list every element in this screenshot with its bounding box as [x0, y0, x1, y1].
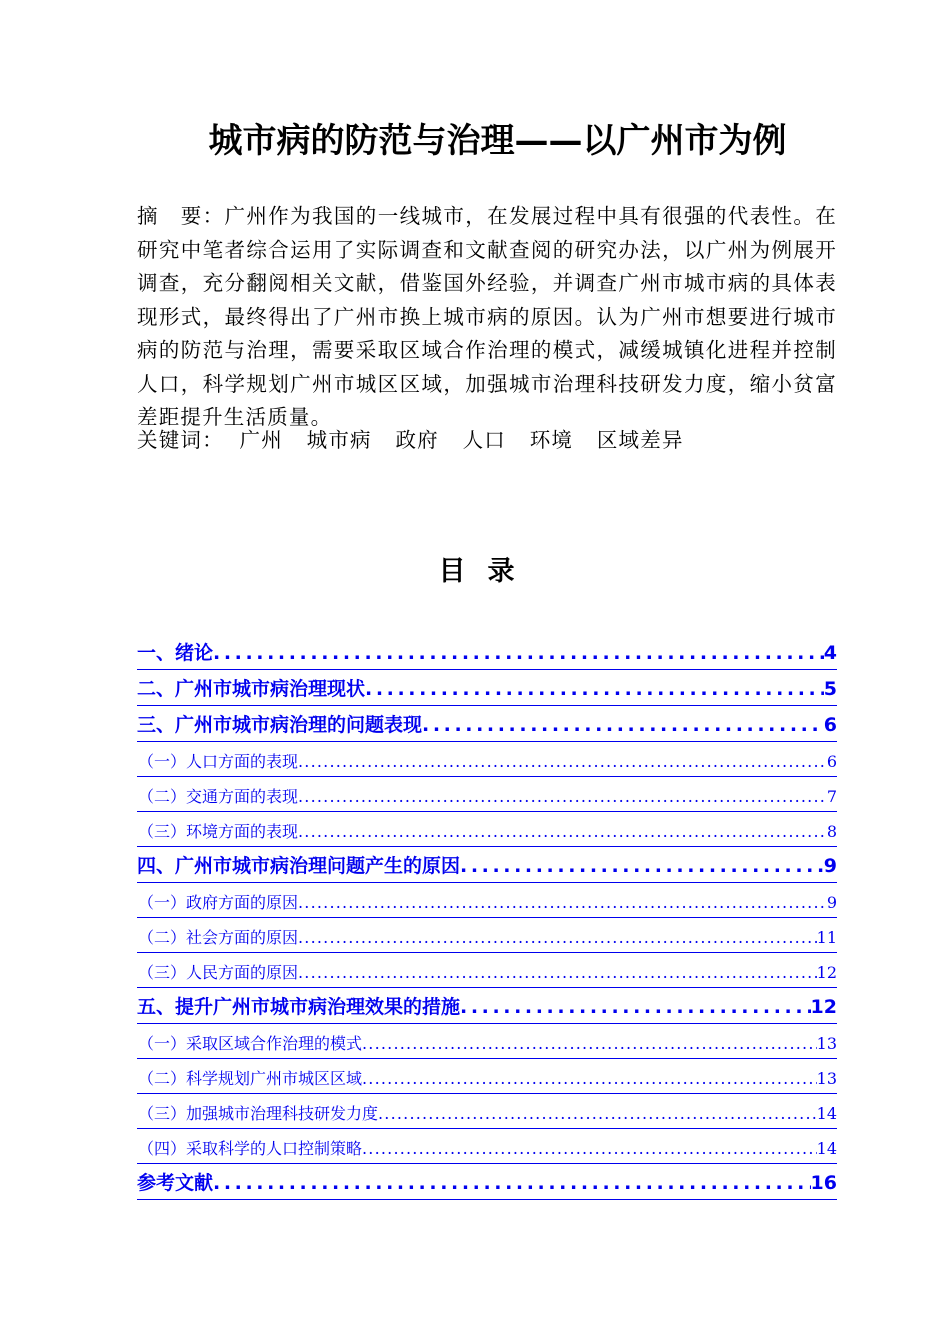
- toc-section-link[interactable]: [137, 1094, 837, 1129]
- toc-entry-title: （二）科学规划广州市城区区域: [138, 1069, 363, 1088]
- toc-section-link[interactable]: [137, 742, 837, 777]
- toc-entry-title: （三）环境方面的表现: [138, 822, 299, 841]
- toc-chapter-link[interactable]: [137, 1164, 837, 1200]
- keywords-label: 关键词：: [137, 428, 224, 452]
- toc-entry-title: （二）交通方面的表现: [138, 787, 299, 806]
- toc-chapter-link[interactable]: [137, 988, 837, 1024]
- toc-page-number: 9: [826, 893, 837, 912]
- toc-page-number: 5: [823, 678, 837, 700]
- toc-entry-title: （一）人口方面的表现: [138, 752, 299, 771]
- toc-leader-dots: [460, 994, 811, 1020]
- toc-entry-title: （四）采取科学的人口控制策略: [138, 1139, 363, 1158]
- toc-entry-title: 五、提升广州市城市病治理效果的措施: [137, 996, 461, 1018]
- document-title: 城市病的防范与治理——以广州市为例: [208, 121, 787, 161]
- toc-entry-title: （三）人民方面的原因: [138, 963, 299, 982]
- toc-page-number: 12: [810, 996, 837, 1018]
- toc-page-number: 14: [816, 1104, 837, 1123]
- toc-leader-dots: [362, 1138, 817, 1160]
- toc-entry-title: 四、广州市城市病治理问题产生的原因: [137, 855, 461, 877]
- keywords: [137, 424, 857, 457]
- toc-section-link[interactable]: [137, 777, 837, 812]
- toc-title: 目录: [438, 556, 537, 587]
- toc-entry-title: （一）政府方面的原因: [138, 893, 299, 912]
- toc-page-number: 8: [826, 822, 837, 841]
- keyword: 人口: [462, 428, 507, 452]
- toc-page-number: 12: [816, 963, 837, 982]
- toc-entry-title: 参考文献: [137, 1172, 214, 1194]
- keyword: 区域差异: [596, 428, 684, 452]
- toc-page-number: 9: [823, 855, 837, 877]
- toc-page-number: 14: [816, 1139, 837, 1158]
- keyword: 政府: [395, 428, 439, 452]
- toc-leader-dots: [362, 1033, 817, 1055]
- table-of-contents: [137, 634, 837, 1200]
- toc-leader-dots: [213, 640, 824, 666]
- toc-page-number: 6: [826, 752, 837, 771]
- toc-section-link[interactable]: [137, 953, 837, 988]
- toc-leader-dots: [298, 751, 827, 773]
- toc-leader-dots: [378, 1103, 817, 1125]
- toc-page-number: 13: [816, 1034, 837, 1053]
- abstract-label: 摘 要：: [137, 204, 225, 228]
- keyword: 广州: [239, 428, 283, 452]
- toc-entry-title: 一、绪论: [137, 642, 214, 664]
- toc-section-link[interactable]: [137, 1059, 837, 1094]
- toc-page-number: 7: [826, 787, 837, 806]
- toc-page-number: 16: [810, 1172, 837, 1194]
- abstract: [137, 200, 837, 435]
- toc-leader-dots: [298, 927, 817, 949]
- toc-leader-dots: [213, 1170, 811, 1196]
- toc-entry-title: （一）采取区域合作治理的模式: [138, 1034, 363, 1053]
- keyword: 环境: [529, 428, 574, 452]
- toc-entry-title: 二、广州市城市病治理现状: [137, 678, 366, 700]
- keyword: 城市病: [306, 428, 372, 452]
- toc-section-link[interactable]: [137, 1129, 837, 1164]
- toc-leader-dots: [460, 853, 824, 879]
- toc-chapter-link[interactable]: [137, 634, 837, 670]
- toc-leader-dots: [422, 712, 824, 738]
- toc-entry-title: 三、广州市城市病治理的问题表现: [137, 714, 423, 736]
- toc-entry-title: （二）社会方面的原因: [138, 928, 299, 947]
- abstract-text: 广州作为我国的一线城市，在发展过程中具有很强的代表性。在研究中笔者综合运用了实际调查和文献查阅的研究办法，以广州为例展开调查，充分翻阅相关文献，借鉴国外经验，并调查广州市城市病的具体表现形式，最终得出了广州市换上城市病的原因。认为广州市想要进行城市病的防范与治理，需要采取区域合作治理的模式，减缓城镇化进程并控制人口，科学规划广州市城区区域，加强城市治理科技研发力度，缩小贫富差距提升生活质量。: [137, 204, 837, 429]
- toc-leader-dots: [362, 1068, 817, 1090]
- toc-page-number: 6: [823, 714, 837, 736]
- toc-page-number: 4: [823, 642, 837, 664]
- toc-leader-dots: [298, 962, 817, 984]
- toc-leader-dots: [365, 676, 824, 702]
- toc-leader-dots: [298, 892, 827, 914]
- toc-chapter-link[interactable]: [137, 670, 837, 706]
- toc-leader-dots: [298, 786, 827, 808]
- toc-section-link[interactable]: [137, 918, 837, 953]
- toc-page-number: 11: [816, 928, 837, 947]
- toc-entry-title: （三）加强城市治理科技研发力度: [138, 1104, 379, 1123]
- toc-section-link[interactable]: [137, 812, 837, 847]
- toc-page-number: 13: [816, 1069, 837, 1088]
- toc-chapter-link[interactable]: [137, 706, 837, 742]
- toc-section-link[interactable]: [137, 1024, 837, 1059]
- toc-chapter-link[interactable]: [137, 847, 837, 883]
- toc-section-link[interactable]: [137, 883, 837, 918]
- toc-leader-dots: [298, 821, 827, 843]
